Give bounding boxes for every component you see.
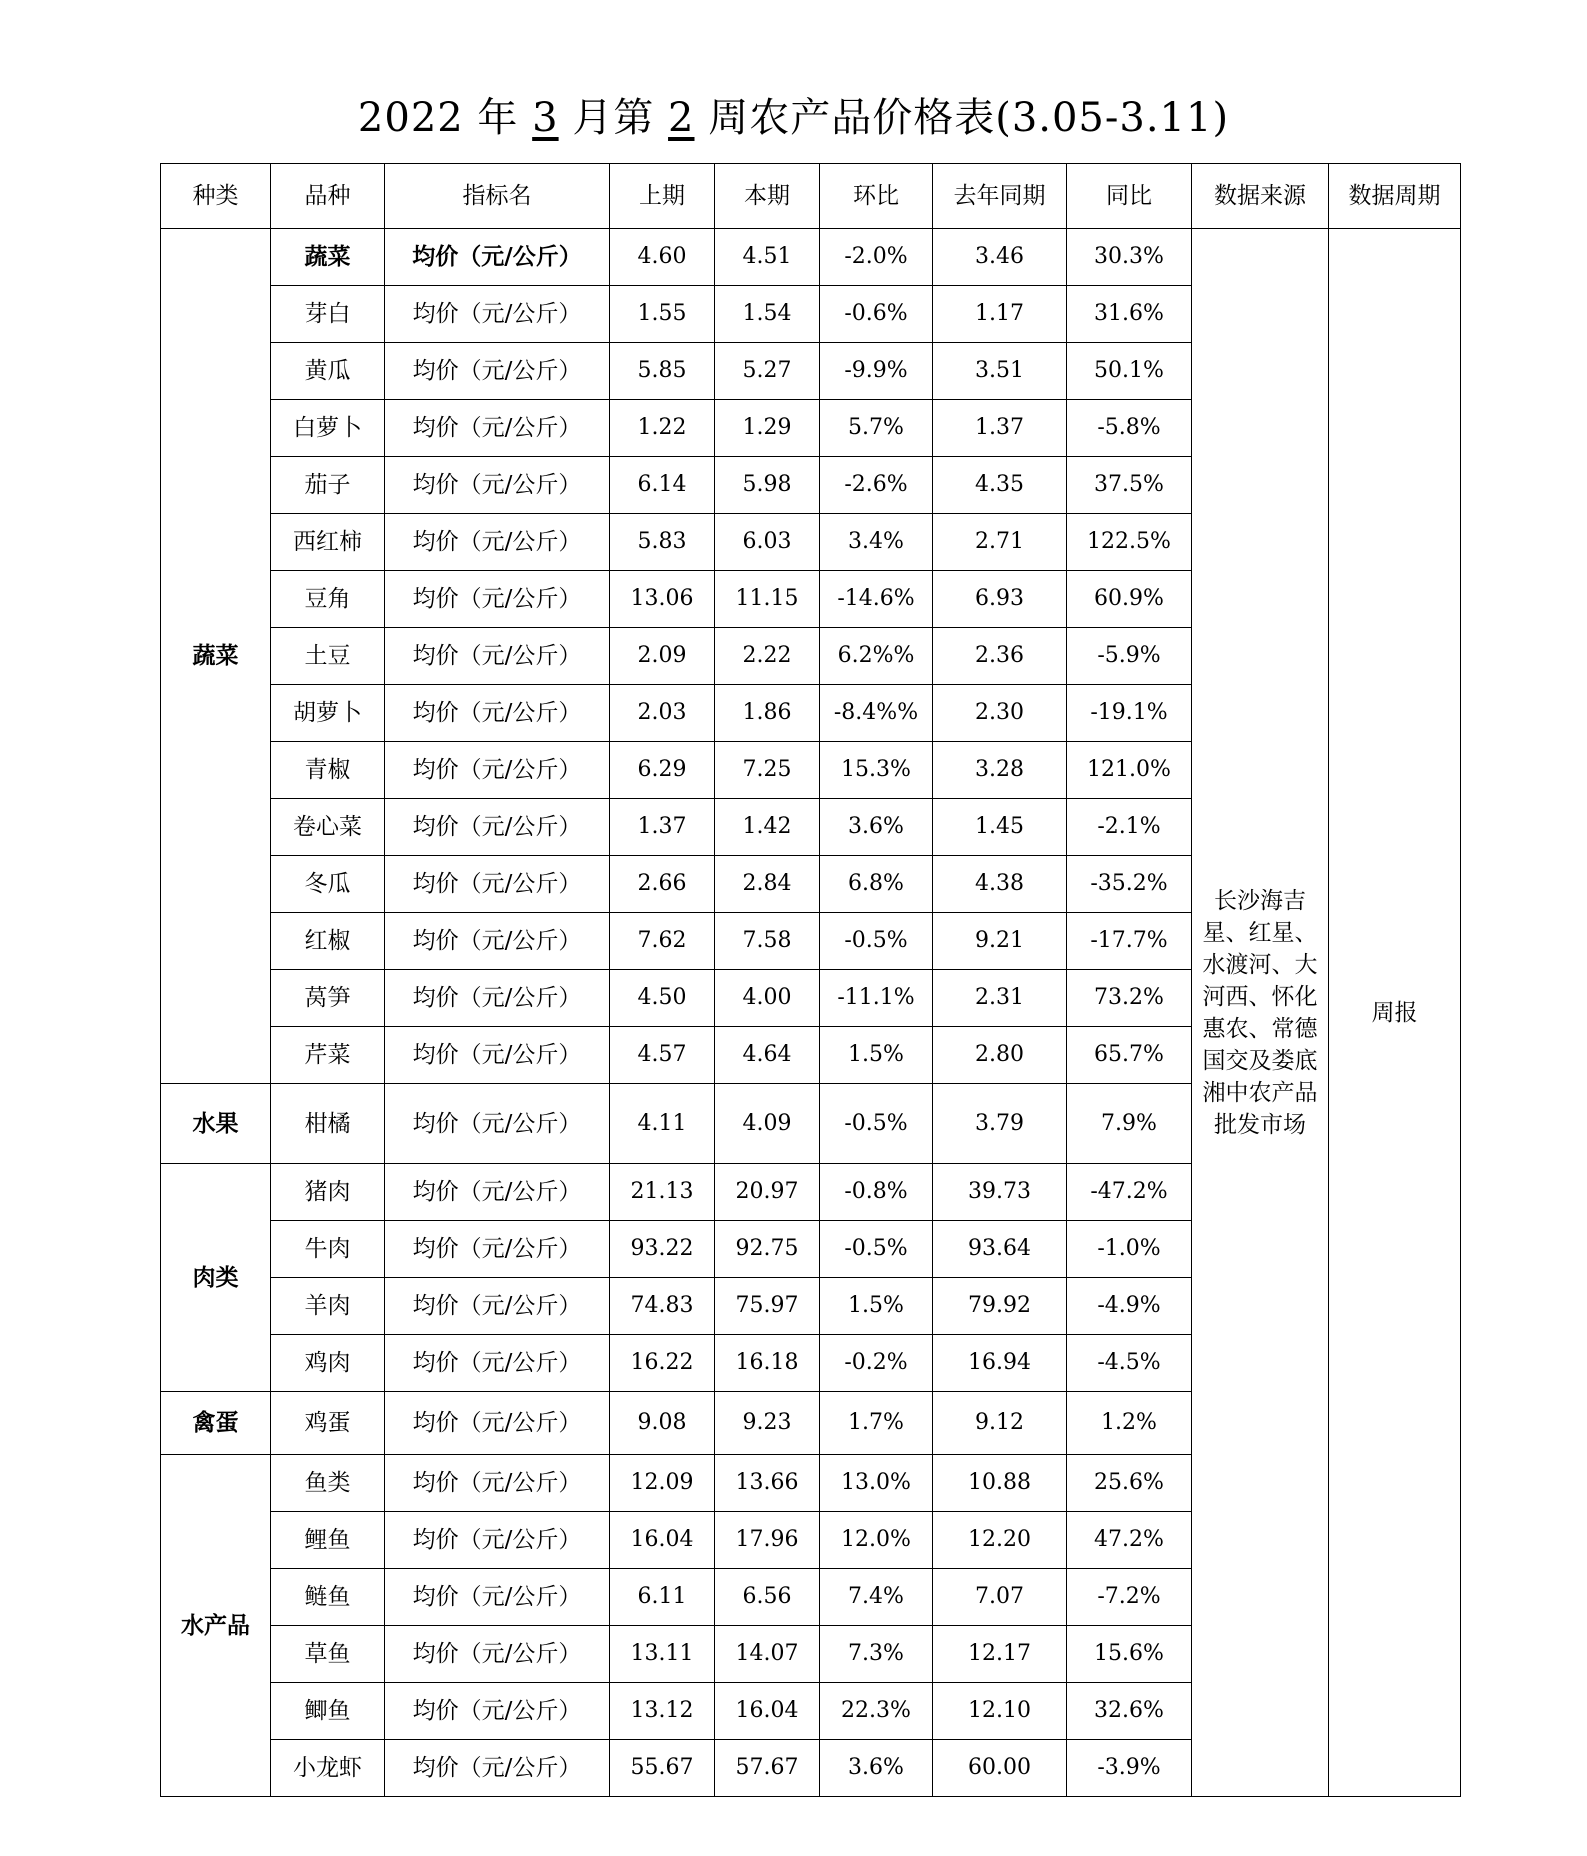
prev-cell: 4.50 [610,970,715,1027]
variety-cell: 冬瓜 [271,856,385,913]
prev-cell: 74.83 [610,1278,715,1335]
indicator-cell: 均价（元/公斤） [385,1512,610,1569]
mom-cell: -0.5% [820,1221,933,1278]
indicator-cell: 均价（元/公斤） [385,913,610,970]
yoy-cell: 65.7% [1067,1027,1192,1084]
variety-cell: 小龙虾 [271,1740,385,1797]
yoy-cell: -1.0% [1067,1221,1192,1278]
last-year-cell: 7.07 [933,1569,1067,1626]
prev-cell: 1.22 [610,400,715,457]
yoy-cell: 7.9% [1067,1084,1192,1164]
mom-cell: 5.7% [820,400,933,457]
data-source-cell: 长沙海吉星、红星、水渡河、大河西、怀化惠农、常德国交及娄底湘中农产品批发市场 [1192,229,1329,1797]
curr-cell: 1.42 [715,799,820,856]
header-row [161,164,1461,229]
yoy-cell: 25.6% [1067,1455,1192,1512]
variety-cell: 黄瓜 [271,343,385,400]
title-prefix: 2022 年 [357,95,533,141]
mom-cell: 1.7% [820,1392,933,1455]
indicator-cell: 均价（元/公斤） [385,1626,610,1683]
indicator-cell: 均价（元/公斤） [385,1392,610,1455]
variety-cell: 土豆 [271,628,385,685]
page-title [0,90,1587,146]
curr-cell: 4.51 [715,229,820,286]
last-year-cell: 3.46 [933,229,1067,286]
indicator-cell: 均价（元/公斤） [385,514,610,571]
mom-cell: 7.3% [820,1626,933,1683]
header-source: 数据来源 [1192,164,1329,229]
mom-cell: -11.1% [820,970,933,1027]
last-year-cell: 2.31 [933,970,1067,1027]
category-cell: 水果 [161,1084,271,1164]
curr-cell: 7.58 [715,913,820,970]
yoy-cell: -2.1% [1067,799,1192,856]
curr-cell: 14.07 [715,1626,820,1683]
curr-cell: 5.27 [715,343,820,400]
title-week: 2 [668,95,695,141]
yoy-cell: 47.2% [1067,1512,1192,1569]
prev-cell: 6.14 [610,457,715,514]
mom-cell: -9.9% [820,343,933,400]
title-month: 3 [532,95,559,141]
last-year-cell: 2.80 [933,1027,1067,1084]
header-yoy: 同比 [1067,164,1192,229]
indicator-cell: 均价（元/公斤） [385,799,610,856]
yoy-cell: 15.6% [1067,1626,1192,1683]
variety-cell: 卷心菜 [271,799,385,856]
last-year-cell: 2.71 [933,514,1067,571]
last-year-cell: 4.35 [933,457,1067,514]
indicator-cell: 均价（元/公斤） [385,1164,610,1221]
variety-cell: 鱼类 [271,1455,385,1512]
variety-cell: 蔬菜 [271,229,385,286]
yoy-cell: 50.1% [1067,343,1192,400]
prev-cell: 55.67 [610,1740,715,1797]
variety-cell: 豆角 [271,571,385,628]
mom-cell: -14.6% [820,571,933,628]
curr-cell: 17.96 [715,1512,820,1569]
variety-cell: 白萝卜 [271,400,385,457]
prev-cell: 1.55 [610,286,715,343]
last-year-cell: 12.17 [933,1626,1067,1683]
mom-cell: 3.6% [820,1740,933,1797]
curr-cell: 92.75 [715,1221,820,1278]
indicator-cell: 均价（元/公斤） [385,286,610,343]
curr-cell: 20.97 [715,1164,820,1221]
mom-cell: 6.2%% [820,628,933,685]
variety-cell: 红椒 [271,913,385,970]
variety-cell: 鲫鱼 [271,1683,385,1740]
yoy-cell: 60.9% [1067,571,1192,628]
data-period-cell: 周报 [1329,229,1461,1797]
indicator-cell: 均价（元/公斤） [385,571,610,628]
yoy-cell: -7.2% [1067,1569,1192,1626]
mom-cell: 7.4% [820,1569,933,1626]
yoy-cell: -47.2% [1067,1164,1192,1221]
yoy-cell: 73.2% [1067,970,1192,1027]
curr-cell: 11.15 [715,571,820,628]
mom-cell: -8.4%% [820,685,933,742]
category-cell: 禽蛋 [161,1392,271,1455]
indicator-cell: 均价（元/公斤） [385,1569,610,1626]
indicator-cell: 均价（元/公斤） [385,970,610,1027]
prev-cell: 13.12 [610,1683,715,1740]
last-year-cell: 3.79 [933,1084,1067,1164]
last-year-cell: 3.51 [933,343,1067,400]
category-cell: 蔬菜 [161,229,271,1084]
mom-cell: -2.6% [820,457,933,514]
curr-cell: 4.09 [715,1084,820,1164]
variety-cell: 芹菜 [271,1027,385,1084]
indicator-cell: 均价（元/公斤） [385,685,610,742]
header-period: 数据周期 [1329,164,1461,229]
prev-cell: 7.62 [610,913,715,970]
yoy-cell: -19.1% [1067,685,1192,742]
header-category: 种类 [161,164,271,229]
yoy-cell: 1.2% [1067,1392,1192,1455]
prev-cell: 6.29 [610,742,715,799]
curr-cell: 1.86 [715,685,820,742]
last-year-cell: 93.64 [933,1221,1067,1278]
mom-cell: 3.6% [820,799,933,856]
mom-cell: -0.5% [820,913,933,970]
prev-cell: 5.83 [610,514,715,571]
last-year-cell: 2.30 [933,685,1067,742]
curr-cell: 9.23 [715,1392,820,1455]
indicator-cell: 均价（元/公斤） [385,400,610,457]
curr-cell: 4.00 [715,970,820,1027]
prev-cell: 9.08 [610,1392,715,1455]
prev-cell: 16.04 [610,1512,715,1569]
indicator-cell: 均价（元/公斤） [385,742,610,799]
curr-cell: 7.25 [715,742,820,799]
last-year-cell: 10.88 [933,1455,1067,1512]
variety-cell: 芽白 [271,286,385,343]
header-mom: 环比 [820,164,933,229]
indicator-cell: 均价（元/公斤） [385,1027,610,1084]
indicator-cell: 均价（元/公斤） [385,1455,610,1512]
curr-cell: 1.54 [715,286,820,343]
curr-cell: 57.67 [715,1740,820,1797]
header-curr: 本期 [715,164,820,229]
variety-cell: 胡萝卜 [271,685,385,742]
title-suffix: 周农产品价格表(3.05-3.11) [694,95,1230,141]
curr-cell: 75.97 [715,1278,820,1335]
prev-cell: 4.57 [610,1027,715,1084]
last-year-cell: 60.00 [933,1740,1067,1797]
mom-cell: 6.8% [820,856,933,913]
mom-cell: -0.2% [820,1335,933,1392]
prev-cell: 5.85 [610,343,715,400]
prev-cell: 2.66 [610,856,715,913]
variety-cell: 青椒 [271,742,385,799]
prev-cell: 2.09 [610,628,715,685]
curr-cell: 16.18 [715,1335,820,1392]
variety-cell: 鲢鱼 [271,1569,385,1626]
mom-cell: -2.0% [820,229,933,286]
last-year-cell: 12.10 [933,1683,1067,1740]
yoy-cell: -17.7% [1067,913,1192,970]
mom-cell: 15.3% [820,742,933,799]
yoy-cell: 30.3% [1067,229,1192,286]
variety-cell: 鸡蛋 [271,1392,385,1455]
yoy-cell: -5.8% [1067,400,1192,457]
mom-cell: 13.0% [820,1455,933,1512]
last-year-cell: 39.73 [933,1164,1067,1221]
title-mid: 月第 [558,95,669,141]
yoy-cell: 32.6% [1067,1683,1192,1740]
mom-cell: 3.4% [820,514,933,571]
indicator-cell: 均价（元/公斤） [385,1683,610,1740]
indicator-cell: 均价（元/公斤） [385,1335,610,1392]
header-prev: 上期 [610,164,715,229]
mom-cell: -0.6% [820,286,933,343]
prev-cell: 2.03 [610,685,715,742]
indicator-cell: 均价（元/公斤） [385,1278,610,1335]
mom-cell: 1.5% [820,1027,933,1084]
indicator-cell: 均价（元/公斤） [385,856,610,913]
indicator-cell: 均价（元/公斤） [385,1740,610,1797]
category-cell: 肉类 [161,1164,271,1392]
mom-cell: 22.3% [820,1683,933,1740]
last-year-cell: 2.36 [933,628,1067,685]
variety-cell: 牛肉 [271,1221,385,1278]
prev-cell: 12.09 [610,1455,715,1512]
curr-cell: 1.29 [715,400,820,457]
last-year-cell: 6.93 [933,571,1067,628]
prev-cell: 16.22 [610,1335,715,1392]
prev-cell: 13.11 [610,1626,715,1683]
yoy-cell: -3.9% [1067,1740,1192,1797]
variety-cell: 莴笋 [271,970,385,1027]
prev-cell: 4.60 [610,229,715,286]
curr-cell: 6.03 [715,514,820,571]
yoy-cell: -4.9% [1067,1278,1192,1335]
variety-cell: 鸡肉 [271,1335,385,1392]
last-year-cell: 79.92 [933,1278,1067,1335]
yoy-cell: 121.0% [1067,742,1192,799]
mom-cell: 1.5% [820,1278,933,1335]
prev-cell: 6.11 [610,1569,715,1626]
prev-cell: 4.11 [610,1084,715,1164]
indicator-cell: 均价（元/公斤） [385,229,610,286]
variety-cell: 猪肉 [271,1164,385,1221]
header-variety: 品种 [271,164,385,229]
indicator-cell: 均价（元/公斤） [385,343,610,400]
curr-cell: 16.04 [715,1683,820,1740]
curr-cell: 6.56 [715,1569,820,1626]
variety-cell: 柑橘 [271,1084,385,1164]
yoy-cell: -4.5% [1067,1335,1192,1392]
prev-cell: 1.37 [610,799,715,856]
mom-cell: 12.0% [820,1512,933,1569]
variety-cell: 茄子 [271,457,385,514]
variety-cell: 西红柿 [271,514,385,571]
indicator-cell: 均价（元/公斤） [385,628,610,685]
indicator-cell: 均价（元/公斤） [385,1084,610,1164]
indicator-cell: 均价（元/公斤） [385,457,610,514]
yoy-cell: 122.5% [1067,514,1192,571]
curr-cell: 2.84 [715,856,820,913]
last-year-cell: 4.38 [933,856,1067,913]
prev-cell: 21.13 [610,1164,715,1221]
variety-cell: 羊肉 [271,1278,385,1335]
curr-cell: 13.66 [715,1455,820,1512]
last-year-cell: 12.20 [933,1512,1067,1569]
last-year-cell: 9.12 [933,1392,1067,1455]
prev-cell: 93.22 [610,1221,715,1278]
prev-cell: 13.06 [610,571,715,628]
variety-cell: 草鱼 [271,1626,385,1683]
header-indicator: 指标名 [385,164,610,229]
indicator-cell: 均价（元/公斤） [385,1221,610,1278]
header-last-year: 去年同期 [933,164,1067,229]
curr-cell: 4.64 [715,1027,820,1084]
curr-cell: 2.22 [715,628,820,685]
curr-cell: 5.98 [715,457,820,514]
mom-cell: -0.8% [820,1164,933,1221]
yoy-cell: -35.2% [1067,856,1192,913]
last-year-cell: 1.45 [933,799,1067,856]
mom-cell: -0.5% [820,1084,933,1164]
price-table [160,163,1461,1797]
yoy-cell: -5.9% [1067,628,1192,685]
yoy-cell: 37.5% [1067,457,1192,514]
last-year-cell: 3.28 [933,742,1067,799]
variety-cell: 鲤鱼 [271,1512,385,1569]
last-year-cell: 1.37 [933,400,1067,457]
last-year-cell: 16.94 [933,1335,1067,1392]
table-row [161,229,1461,286]
last-year-cell: 1.17 [933,286,1067,343]
category-cell: 水产品 [161,1455,271,1797]
yoy-cell: 31.6% [1067,286,1192,343]
last-year-cell: 9.21 [933,913,1067,970]
